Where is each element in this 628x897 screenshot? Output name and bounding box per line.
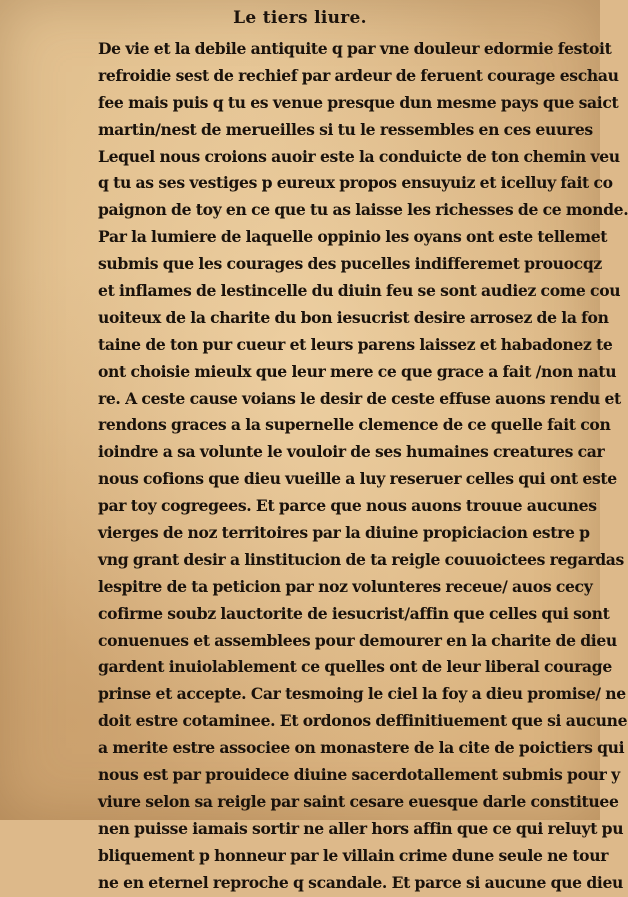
text-line: refroidie sest de rechief par ardeur de feruent courage eschau: [98, 65, 619, 85]
text-line: nous est par prouidece diuine sacerdotallement submis pour y: [98, 765, 620, 785]
text-line: paignon de toy en ce que tu as laisse les richesses de ce monde.: [98, 200, 628, 220]
text-line: bliquement p honneur par le villain crime dune seule ne tour: [98, 845, 609, 865]
body-text: [98, 36, 628, 897]
running-head: Le tiers liure.: [233, 8, 367, 28]
text-line: lespitre de ta peticion par noz volunteres receue/ auos cecy: [98, 576, 593, 596]
text-line: par toy cogregees. Et parce que nous auons trouue aucunes: [98, 496, 597, 516]
text-line: De vie et la debile antiquite q par vne douleur edormie festoit: [98, 39, 612, 58]
text-line: q tu as ses vestiges p eureux propos ensuyuiz et icelluy fait co: [98, 173, 613, 193]
text-line: uoiteux de la charite du bon iesucrist desire arrosez de la fon: [98, 307, 609, 327]
text-line: nous cofions que dieu vueille a luy reseruer celles qui ont este: [98, 469, 617, 489]
text-line: submis que les courages des pucelles indifferemet prouocqz: [98, 254, 602, 274]
text-line: rendons graces a la supernelle clemence de ce quelle fait con: [98, 415, 611, 435]
text-line: vierges de noz territoires par la diuine propiciacion estre p: [98, 523, 590, 543]
text-line: martin/nest de merueilles si tu le ressembles en ces euures: [98, 119, 593, 139]
text-line: ont choisie mieulx que leur mere ce que grace a fait /non natu: [98, 361, 617, 381]
text-line: prinse et accepte. Car tesmoing le ciel la foy a dieu promise/ ne: [98, 684, 626, 704]
text-line: taine de ton pur cueur et leurs parens laissez et habadonez te: [98, 334, 613, 354]
text-line: Par la lumiere de laquelle oppinio les oyans ont este tellemet: [98, 227, 608, 247]
text-line: vng grant desir a linstitucion de ta reigle couuoictees regardas: [98, 549, 624, 569]
text-line: et inflames de lestincelle du diuin feu se sont audiez come cou: [98, 281, 621, 301]
text-line: fee mais puis q tu es venue presque dun mesme pays que saict: [98, 92, 619, 112]
text-line: ne en eternel reproche q scandale. Et parce si aucune que dieu: [98, 872, 624, 892]
text-line: nen puisse iamais sortir ne aller hors affin que ce qui reluyt pu: [98, 818, 624, 838]
text-line: ioindre a sa volunte le vouloir de ses humaines creatures car: [98, 442, 605, 462]
text-line: doit estre cotaminee. Et ordonos deffinitiuement que si aucune: [98, 711, 628, 731]
text-line: conuenues et assemblees pour demourer en la charite de dieu: [98, 630, 617, 650]
text-line: viure selon sa reigle par saint cesare euesque darle constituee: [98, 791, 619, 811]
text-line: re. A ceste cause voians le desir de ceste effuse auons rendu et: [98, 388, 621, 408]
text-line: cofirme soubz lauctorite de iesucrist/affin que celles qui sont: [98, 603, 610, 623]
text-line: gardent inuiolablement ce quelles ont de leur liberal courage: [98, 657, 612, 677]
text-line: a merite estre associee on monastere de la cite de poictiers qui: [98, 738, 625, 758]
text-line: Lequel nous croions auoir este la conduicte de ton chemin veu: [98, 146, 620, 166]
